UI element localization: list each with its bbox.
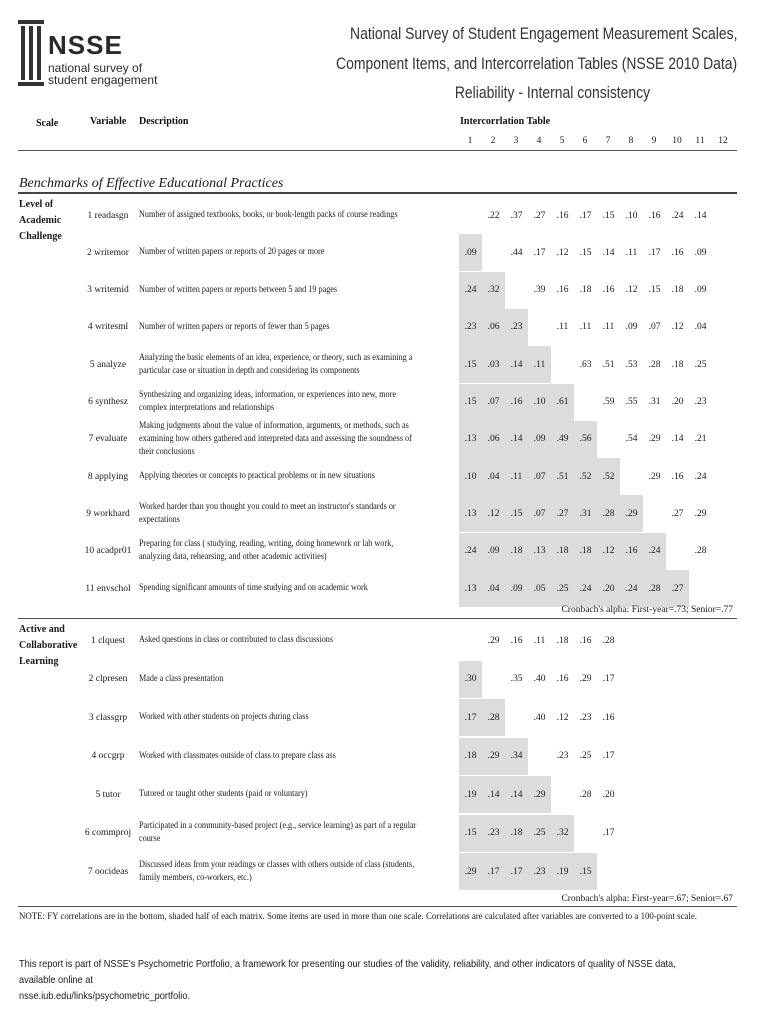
- correlation-cell: [528, 738, 551, 775]
- correlation-cell: .18: [574, 533, 597, 570]
- table-row: [0, 661, 770, 698]
- correlation-cell: .16: [602, 285, 615, 296]
- correlation-cell: .16: [556, 210, 569, 221]
- correlation-cell: .40: [533, 712, 546, 723]
- correlation-cell: .24: [459, 272, 482, 309]
- correlation-cell: .16: [671, 247, 684, 258]
- correlation-cell: .14: [505, 776, 528, 813]
- correlation-cell: .12: [625, 285, 638, 296]
- correlation-cell: .27: [666, 570, 689, 607]
- correlation-cell: .11: [505, 458, 528, 495]
- item-description: Making judgments about the value of information, arguments, or methods, such as examining how others gathered and interpreted data and assessing the soundness of their conclusions: [139, 420, 412, 457]
- variable-name: 11 envschol: [85, 583, 131, 594]
- scale-label: Active and Collaborative Learning: [19, 624, 78, 667]
- correlation-cell: .15: [574, 853, 597, 890]
- correlation-cell: .21: [694, 434, 707, 445]
- column-number: 10: [672, 136, 682, 146]
- correlation-cell: .20: [671, 397, 684, 407]
- correlation-cell: .34: [505, 738, 528, 775]
- correlation-cell: [643, 495, 666, 532]
- variable-name: 2 writemor: [87, 247, 129, 258]
- correlation-cell: .04: [482, 458, 505, 495]
- correlation-cell: [597, 421, 620, 458]
- correlation-cell: .14: [505, 421, 528, 458]
- correlation-cell: .09: [459, 234, 482, 271]
- header-scale: Scale: [36, 118, 59, 129]
- variable-name: 6 synthesz: [88, 397, 128, 407]
- table-row: [0, 458, 770, 495]
- correlation-cell: .18: [459, 738, 482, 775]
- correlation-cell: .17: [505, 853, 528, 890]
- correlation-cell: .22: [487, 210, 500, 221]
- variable-name: 2 clpresen: [88, 674, 128, 684]
- logo-subtitle: national survey of student engagement: [48, 61, 158, 87]
- correlation-cell: .16: [648, 210, 661, 221]
- correlation-cell: .13: [528, 533, 551, 570]
- variable-name: 10 acadpr01: [84, 546, 132, 557]
- correlation-cell: .07: [528, 495, 551, 532]
- correlation-cell: .28: [643, 570, 666, 607]
- column-number: 11: [695, 136, 705, 146]
- correlation-cell: .12: [556, 247, 569, 258]
- correlation-cell: [482, 661, 505, 698]
- table-row: [0, 309, 770, 346]
- correlation-cell: .28: [482, 699, 505, 736]
- table-row: [0, 495, 770, 532]
- correlation-cell: .29: [528, 776, 551, 813]
- correlation-cell: [459, 622, 482, 659]
- table-row: [0, 272, 770, 309]
- correlation-cell: .23: [505, 309, 528, 346]
- correlation-cell: .03: [482, 346, 505, 383]
- correlation-cell: .15: [459, 384, 482, 421]
- correlation-cell: .25: [528, 815, 551, 852]
- column-number: 7: [605, 136, 611, 146]
- correlation-cell: .32: [482, 272, 505, 309]
- correlation-cell: .15: [602, 210, 615, 221]
- correlation-cell: .24: [620, 570, 643, 607]
- correlation-cell: [666, 533, 689, 570]
- correlation-cell: .44: [510, 247, 523, 258]
- correlation-cell: .31: [574, 495, 597, 532]
- title-line-2: Component Items, and Intercorrelation Tables (NSSE 2010 Data): [335, 54, 737, 73]
- column-logo-icon: [18, 20, 44, 86]
- item-description: Applying theories or concepts to practical problems or in new situations: [139, 471, 375, 482]
- correlation-cell: .29: [487, 635, 500, 646]
- column-number: 5: [559, 136, 565, 146]
- correlation-cell: .16: [579, 635, 592, 646]
- correlation-cell: .17: [602, 674, 615, 684]
- correlation-cell: .11: [579, 322, 592, 333]
- nsse-logo: [18, 20, 158, 92]
- correlation-cell: .10: [625, 210, 638, 221]
- correlation-cell: .20: [602, 789, 615, 800]
- correlation-cell: .07: [648, 322, 661, 333]
- item-description: Synthesizing and organizing ideas, information, or experiences into new, more complex interpretations and relationships: [139, 390, 396, 413]
- correlation-cell: .32: [551, 815, 574, 852]
- table-row: [0, 570, 770, 607]
- variable-name: 3 classgrp: [88, 712, 128, 723]
- variable-name: 8 applying: [87, 471, 129, 482]
- correlation-cell: [459, 197, 482, 234]
- correlation-cell: [528, 309, 551, 346]
- correlation-cell: .31: [648, 397, 661, 407]
- correlation-cell: .11: [533, 635, 546, 646]
- correlation-cell: .28: [694, 546, 707, 557]
- item-description: Number of written papers or reports between 5 and 19 pages: [139, 284, 338, 295]
- correlation-cell: .29: [579, 674, 592, 684]
- correlation-cell: .18: [551, 533, 574, 570]
- correlation-cell: .12: [556, 712, 569, 723]
- correlation-cell: .52: [574, 458, 597, 495]
- correlation-cell: .25: [551, 570, 574, 607]
- correlation-cell: .15: [459, 815, 482, 852]
- correlation-cell: .12: [482, 495, 505, 532]
- scale-rule: [18, 906, 737, 907]
- correlation-cell: .29: [482, 738, 505, 775]
- correlation-cell: .15: [459, 346, 482, 383]
- correlation-cell: .14: [694, 210, 707, 221]
- correlation-cell: .61: [551, 384, 574, 421]
- cronbach-alpha: Cronbach's alpha: First-year=.73; Senior=.77: [561, 605, 733, 615]
- correlation-cell: .56: [574, 421, 597, 458]
- correlation-cell: .24: [574, 570, 597, 607]
- correlation-cell: .06: [482, 421, 505, 458]
- correlation-cell: .28: [648, 359, 661, 370]
- section-rule: [18, 192, 737, 194]
- correlation-cell: .20: [597, 570, 620, 607]
- scale-rule: [18, 618, 737, 619]
- column-number: 1: [467, 136, 473, 146]
- correlation-cell: .04: [694, 322, 707, 333]
- column-number: 9: [651, 136, 657, 146]
- correlation-cell: .18: [671, 285, 684, 296]
- correlation-cell: .55: [625, 397, 638, 407]
- correlation-cell: .14: [671, 434, 684, 445]
- correlation-cell: .11: [602, 322, 615, 333]
- correlation-cell: .37: [510, 210, 523, 221]
- correlation-cell: .25: [579, 751, 592, 761]
- header-description: Description: [139, 116, 189, 127]
- correlation-cell: .14: [602, 247, 615, 258]
- item-description: Made a class presentation: [139, 673, 224, 684]
- correlation-cell: .15: [505, 495, 528, 532]
- correlation-cell: .10: [459, 458, 482, 495]
- correlation-cell: .29: [694, 508, 707, 519]
- table-row: [0, 622, 770, 659]
- correlation-cell: [620, 458, 643, 495]
- table-row: [0, 853, 770, 890]
- correlation-cell: [505, 699, 528, 736]
- correlation-cell: .16: [556, 285, 569, 296]
- header-variable: Variable: [90, 116, 127, 127]
- correlation-cell: .09: [694, 247, 707, 258]
- item-description: Worked with other students on projects during class: [139, 712, 309, 722]
- correlation-cell: .13: [459, 570, 482, 607]
- correlation-cell: .11: [625, 247, 638, 258]
- correlation-cell: .25: [694, 359, 707, 370]
- correlation-cell: .39: [533, 285, 546, 296]
- correlation-cell: .51: [551, 458, 574, 495]
- correlation-cell: .13: [459, 495, 482, 532]
- table-row: [0, 421, 770, 458]
- correlation-cell: .29: [648, 434, 661, 445]
- correlation-cell: .14: [482, 776, 505, 813]
- title-line-3: Reliability - Internal consistency: [454, 83, 650, 102]
- correlation-cell: .24: [643, 533, 666, 570]
- correlation-cell: [482, 234, 505, 271]
- correlation-cell: .27: [671, 508, 684, 519]
- column-number: 8: [628, 136, 634, 146]
- item-description: Analyzing the basic elements of an idea, experience, or theory, such as examining a particular case or situation in depth and considering its components: [139, 352, 413, 376]
- section-title: Benchmarks of Effective Educational Practices: [19, 176, 284, 191]
- correlation-cell: .18: [556, 635, 569, 646]
- scale-label: Level of Academic Challenge: [19, 199, 62, 242]
- logo-acronym: NSSE: [48, 30, 123, 60]
- column-number: 12: [718, 136, 728, 146]
- item-description: Asked questions in class or contributed to class discussions: [139, 635, 334, 645]
- correlation-cell: .09: [625, 322, 638, 333]
- variable-name: 1 readasgn: [87, 210, 129, 221]
- correlation-cell: .06: [482, 309, 505, 346]
- correlation-cell: .23: [556, 751, 569, 761]
- correlation-cell: .17: [648, 247, 661, 258]
- correlation-cell: .23: [459, 309, 482, 346]
- item-description: Worked with classmates outside of class to prepare class ass: [139, 750, 336, 761]
- column-number: 2: [490, 136, 496, 146]
- correlation-cell: .19: [459, 776, 482, 813]
- correlation-cell: .28: [579, 789, 592, 800]
- correlation-cell: .16: [671, 471, 684, 482]
- correlation-cell: .15: [579, 247, 592, 258]
- item-description: Participated in a community-based project (e.g., service learning) as part of a regular course: [139, 821, 417, 844]
- correlation-cell: .16: [620, 533, 643, 570]
- correlation-cell: .24: [671, 210, 684, 221]
- correlation-cell: .10: [528, 384, 551, 421]
- correlation-cell: .19: [551, 853, 574, 890]
- correlation-cell: [551, 776, 574, 813]
- footer-text: This report is part of NSSE's Psychometric Portfolio, a framework for presenting our studies of the validity, reliability, and other indicators of quality of NSSE data, available online at nsse.iub.edu/links/psychometric_portfolio.: [19, 958, 676, 1002]
- table-row: [0, 776, 770, 813]
- correlation-cell: .29: [648, 471, 661, 482]
- correlation-cell: .23: [482, 815, 505, 852]
- variable-name: 5 tutor: [95, 789, 121, 800]
- correlation-cell: .23: [694, 397, 707, 407]
- correlation-cell: .17: [482, 853, 505, 890]
- item-description: Worked harder than you thought you could to meet an instructor's standards or expectations: [139, 501, 396, 525]
- correlation-cell: .16: [505, 384, 528, 421]
- column-number: 4: [536, 136, 542, 146]
- header-intercorrelation: Intercorrlation Table: [460, 116, 551, 127]
- correlation-cell: .05: [528, 570, 551, 607]
- item-description: Tutored or taught other students (paid or voluntary): [139, 789, 308, 799]
- variable-name: 1 clquest: [90, 635, 126, 646]
- variable-name: 7 oocideas: [87, 866, 129, 877]
- item-description: Number of written papers or reports of 20 pages or more: [139, 247, 325, 258]
- correlation-cell: .15: [648, 285, 661, 296]
- correlation-cell: [505, 272, 528, 309]
- correlation-cell: .17: [579, 210, 592, 221]
- variable-name: 4 occgrp: [91, 751, 125, 761]
- correlation-cell: .14: [505, 346, 528, 383]
- correlation-cell: .40: [533, 674, 546, 684]
- table-row: [0, 234, 770, 271]
- correlation-cell: .27: [551, 495, 574, 532]
- correlation-cell: .53: [625, 359, 638, 370]
- item-description: Number of assigned textbooks, books, or book-length packs of course readings: [139, 210, 398, 220]
- correlation-cell: .16: [602, 712, 615, 723]
- correlation-cell: [574, 384, 597, 421]
- correlation-cell: .17: [602, 828, 615, 838]
- column-number: 3: [513, 136, 519, 146]
- title-line-1: National Survey of Student Engagement Measurement Scales,: [349, 24, 737, 43]
- correlation-cell: [574, 815, 597, 852]
- correlation-cell: .59: [602, 397, 615, 407]
- item-description: Number of written papers or reports of fewer than 5 pages: [139, 321, 330, 332]
- correlation-cell: .29: [620, 495, 643, 532]
- variable-name: 3 writemid: [87, 285, 129, 296]
- header-rule: [18, 150, 737, 151]
- correlation-cell: [689, 570, 712, 607]
- variable-name: 6 commproj: [84, 828, 132, 838]
- table-row: [0, 384, 770, 421]
- table-row: [0, 346, 770, 383]
- correlation-cell: .11: [556, 322, 569, 333]
- variable-name: 9 workhard: [86, 508, 130, 519]
- correlation-cell: .18: [671, 359, 684, 370]
- variable-name: 4 writesml: [87, 322, 129, 333]
- correlation-cell: [597, 853, 620, 890]
- item-description: Spending significant amounts of time studying and on academic work: [139, 583, 368, 593]
- table-row: [0, 738, 770, 775]
- correlation-cell: .52: [597, 458, 620, 495]
- correlation-cell: .24: [459, 533, 482, 570]
- correlation-cell: .28: [597, 495, 620, 532]
- correlation-cell: .63: [579, 359, 592, 370]
- correlation-cell: .13: [459, 421, 482, 458]
- correlation-cell: .07: [482, 384, 505, 421]
- correlation-cell: .09: [528, 421, 551, 458]
- correlation-cell: .54: [625, 434, 638, 445]
- correlation-cell: .49: [551, 421, 574, 458]
- correlation-cell: .27: [533, 210, 546, 221]
- correlation-cell: .23: [579, 712, 592, 723]
- table-row: [0, 699, 770, 736]
- correlation-cell: [551, 346, 574, 383]
- correlation-cell: .17: [602, 751, 615, 761]
- correlation-cell: .12: [671, 322, 684, 333]
- item-description: Preparing for class ( studying, reading, writing, doing homework or lab work, analyzing data, rehearsing, and other academic activities): [139, 539, 394, 563]
- correlation-cell: .11: [528, 346, 551, 383]
- item-description: Discussed ideas from your readings or classes with others outside of class (students, family members, co-workers, etc.): [139, 859, 415, 883]
- variable-name: 5 analyze: [89, 359, 127, 370]
- correlation-cell: .51: [602, 359, 615, 370]
- table-row: [0, 815, 770, 852]
- correlation-cell: .07: [528, 458, 551, 495]
- correlation-cell: .17: [533, 247, 546, 258]
- column-number: 6: [582, 136, 588, 146]
- correlation-cell: .29: [459, 853, 482, 890]
- correlation-cell: .17: [459, 699, 482, 736]
- correlation-cell: .24: [694, 471, 707, 482]
- correlation-cell: .16: [556, 674, 569, 684]
- table-note: NOTE: FY correlations are in the bottom, shaded half of each matrix. Some items are used in more than one scale. Correlations are calculated after variables are converted to a 100-point scale.: [19, 912, 697, 922]
- correlation-cell: .18: [579, 285, 592, 296]
- correlation-cell: .12: [597, 533, 620, 570]
- correlation-cell: .23: [528, 853, 551, 890]
- cronbach-alpha: Cronbach's alpha: First-year=.67; Senior=.67: [561, 894, 733, 904]
- correlation-cell: .09: [505, 570, 528, 607]
- correlation-cell: .18: [505, 815, 528, 852]
- variable-name: 7 evaluate: [88, 434, 128, 445]
- correlation-cell: .16: [510, 635, 523, 646]
- correlation-cell: .35: [510, 674, 523, 684]
- correlation-cell: .04: [482, 570, 505, 607]
- correlation-cell: .30: [459, 661, 482, 698]
- correlation-cell: .28: [602, 635, 615, 646]
- correlation-cell: .09: [694, 285, 707, 296]
- table-row: [0, 197, 770, 234]
- table-row: [0, 533, 770, 570]
- correlation-cell: .09: [482, 533, 505, 570]
- correlation-cell: .18: [505, 533, 528, 570]
